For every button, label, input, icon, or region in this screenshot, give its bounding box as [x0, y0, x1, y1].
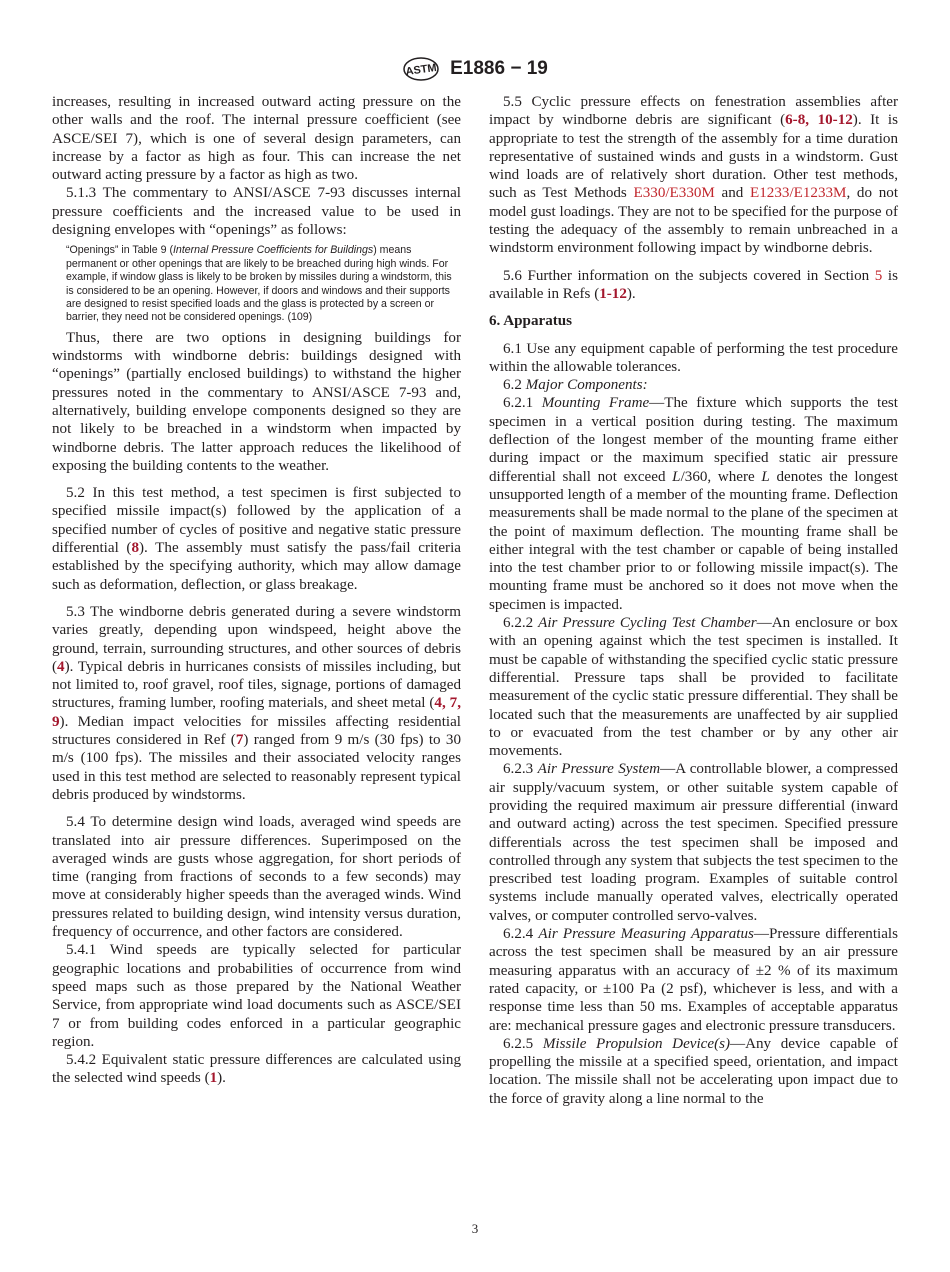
text-run: 5.4 To determine design wind loads, averaged wind speeds are translated into air pressure differences. Superimposed on the averaged winds are gusts whose aggregation, for short periods of time (ranging from fractions of seconds to a few seconds) may move at considerably higher speeds than the averaged winds. Wind pressures related to building design, wind intensity versus duration, frequency of occurrence, and other factors are considered.: [52, 814, 461, 941]
text-run: 5.4.2 Equivalent static pressure differences are calculated using the selected wind speeds (: [52, 1052, 461, 1087]
text-run: Missile Propulsion Device(s): [542, 1035, 730, 1052]
text-run: ) means permanent or other openings that are likely to be breached during high winds. For example, if window glass is likely to be broken by missiles during a windstorm, this is considered to be an opening. However, if doors and windows and their supports are designed to resist specified loads and the glass is protected by a screen or barrier, they need not be considered openings. (109): [66, 244, 452, 324]
paragraph: [52, 184, 461, 239]
reference-link[interactable]: 7: [235, 732, 244, 749]
block-quote: [66, 244, 461, 324]
paragraph: [52, 93, 461, 184]
text-run: ). Typical debris in hurricanes consists of missiles including, but not limited to, roof gravel, roof tiles, signage, portions of damaged structures, framing lumber, roofing materials, and sheet metal (: [52, 658, 461, 712]
text-run: ) ranged from 9 m/s (30 fps) to 30 m/s (100 fps). The missiles and their associated velocity ranges used in this test method are selected to reasonably represent typical debris produced by windstorms.: [52, 732, 461, 803]
right-column: [489, 93, 898, 1108]
reference-link[interactable]: 6-8, 10-12: [785, 112, 853, 129]
text-run: —A controllable blower, a compressed air supply/vacuum system, or other suitable system capable of providing the required maximum air pressure differential (inward and outward acting) across the test specimen. Specified pressure differentials across the test specimen shall be imposed and controlled through any system that subjects the test specimen to the prescribed test loading program. Examples of suitable control systems include manually operated valves, electrically operated valves, or computer controlled servo-valves.: [489, 761, 899, 924]
text-run: 6.2.3: [503, 761, 538, 778]
paragraph: [52, 941, 461, 1051]
text-run: Air Pressure Measuring Apparatus: [538, 926, 754, 943]
text-run: ). Median impact velocities for missiles affecting residential structures considered in Ref (: [52, 713, 461, 749]
text-run: ). It is appropriate to test the strength of the assembly for a time duration representative of sustained winds and gusts in a windstorm. Gust wind loads are of relatively short duration. Other test methods, such as Test Methods: [489, 112, 898, 202]
text-run: denotes the longest unsupported length of a member of the mounting frame. Deflection measurements shall be made normal to the plane of the specimen at the point of maximum deflection. The mounting frame shall be either integral with the test chamber or capable of being installed into the test chamber prior to or following missile impact(s). The mounting frame must be anchored so it does not move when the specimen is impacted.: [489, 468, 899, 613]
text-run: Air Pressure Cycling Test Chamber: [538, 615, 757, 632]
reference-link[interactable]: 8: [131, 540, 139, 557]
text-run: 6.2.4: [503, 926, 539, 943]
svg-text:ASTM: ASTM: [404, 61, 438, 79]
astm-logo-icon: [402, 56, 440, 82]
reference-link[interactable]: 1: [209, 1070, 218, 1087]
text-run: 5.3 The windborne debris generated during a severe windstorm varies greatly, depending upon windspeed, height above the ground, terrain, surrounding structures, and other sources of debris (: [52, 603, 461, 675]
paragraph: [489, 614, 898, 760]
text-run: ). The assembly must satisfy the pass/fail criteria established by the specifying authority, which may allow damage such as deformation, deflection, or glass breakage.: [52, 540, 461, 593]
paragraph: [52, 484, 461, 594]
text-run: Internal Pressure Coefficients for Buildings: [172, 244, 374, 257]
reference-link[interactable]: 4, 7, 9: [52, 695, 461, 730]
text-run: Major Components:: [525, 377, 648, 394]
paragraph: [52, 603, 461, 804]
reference-link[interactable]: 4: [57, 658, 65, 675]
text-run: 5.5 Cyclic pressure effects on fenestration assemblies after impact by windborne debris are significant (: [489, 94, 898, 129]
paragraph: [489, 340, 898, 377]
reference-link[interactable]: 1-12: [599, 285, 627, 302]
text-run: —Any device capable of propelling the missile at a specified speed, orientation, and impact location. The missile shall not be accelerating upon impact due to the force of gravity along a line normal to the: [489, 1035, 898, 1107]
paragraph: [489, 394, 898, 614]
text-run: 6.2: [503, 377, 526, 394]
standard-link[interactable]: E330/E330M: [633, 185, 715, 202]
text-run: Air Pressure System: [537, 761, 661, 778]
text-run: /360, where: [680, 468, 762, 485]
text-run: Thus, there are two options in designing buildings for windstorms with windborne debris: buildings designed with “openings” (partially enclosed buildings) to withstand the higher pressures noted in the commentary to ANSI/ASCE 7-93 and, alternatively, building envelope components designed so they are not likely to be breached in a windstorm when impacted by windborne debris. The latter approach reduces the likelihood of exposing the building contents to the weather.: [52, 329, 461, 474]
text-run: 6.2.5: [503, 1035, 543, 1052]
paragraph: [489, 376, 898, 394]
standard-link[interactable]: E1233/E1233M: [750, 185, 847, 202]
text-run: 5.4.1 Wind speeds are typically selected for particular geographic locations and probabilities of occurrence from wind speed maps such as those prepared by the National Weather Service, from appropriate wind load documents such as ASCE/SEI 7 or from building codes enforced in a particular geographic region.: [52, 942, 461, 1050]
text-run: 5.6 Further information on the subjects covered in Section: [503, 267, 875, 284]
left-column: [52, 93, 461, 1088]
text-run: 6.1 Use any equipment capable of performing the test procedure within the allowable tolerances.: [489, 340, 898, 375]
text-run: L: [672, 468, 681, 485]
standard-link[interactable]: 5: [874, 267, 883, 284]
text-run: 5.1.3 The commentary to ANSI/ASCE 7-93 discusses internal pressure coefficients and the increased value to be used in designing envelopes with “openings” as follows:: [52, 185, 461, 239]
text-run: 6.2.1: [503, 395, 542, 412]
paragraph: [489, 925, 898, 1035]
text-run: , do not model gust loadings. They are not to be specified for the purpose of testing the adequacy of the assembly to remain unbreached in a windstorm environment following impact by windborne debris.: [489, 185, 899, 257]
text-run: 6. Apparatus: [489, 313, 573, 330]
text-run: Mounting Frame: [541, 395, 650, 412]
section-heading: [489, 312, 898, 330]
paragraph: [52, 813, 461, 941]
paragraph: [489, 1035, 898, 1108]
text-run: L: [761, 468, 770, 485]
document-id: E1886 − 19: [450, 58, 548, 79]
text-run: “Openings” in Table 9 (: [66, 244, 173, 257]
text-run: and: [714, 185, 751, 202]
text-run: ).: [217, 1070, 226, 1087]
text-run: 5.2 In this test method, a test specimen is first subjected to specified missile impact(s) followed by the application of a specified number of cycles of positive and negative static pressure differential (: [52, 485, 461, 557]
page-header: [0, 56, 950, 82]
text-run: —The fixture which supports the test specimen in a vertical position during testing. The maximum deflection of the longest member of the mounting frame either during impact or the maximum specified static air pressure differential shall not exceed: [489, 395, 898, 485]
page-number: 3: [471, 1221, 479, 1236]
text-run: increases, resulting in increased outward acting pressure on the other walls and the roof. The internal pressure coefficient (see ASCE/SEI 7), which is one of several design parameters, can increase by a factor as high as four. This can increase the net outward acting pressure by a factor as high as two.: [52, 94, 461, 184]
paragraph: [489, 760, 898, 925]
paragraph: [489, 93, 898, 258]
text-run: 6.2.2: [503, 615, 539, 632]
paragraph: [52, 1051, 461, 1088]
text-run: ).: [626, 285, 636, 302]
paragraph: [52, 329, 461, 475]
text-run: is available in Refs (: [489, 267, 898, 302]
paragraph: [489, 267, 898, 304]
text-run: —An enclosure or box with an opening against which the test specimen is installed. It must be capable of withstanding the specified cyclic static pressure differential. Pressure taps shall be provided to facilitate measurement of the cyclic static pressure differential. They shall be located such that the measurements are unaffected by air supplied to or evacuated from the test chamber or by any other air movements.: [489, 615, 898, 760]
text-run: —Pressure differentials across the test specimen shall be measured by an air pressure measuring apparatus with an accuracy of ±2 % of its maximum rated capacity, or ±100 Pa (2 psf), whichever is less, and with a response time less than 50 ms. Examples of acceptable apparatus are: mechanical pressure gages and electronic pressure transducers.: [489, 926, 898, 1034]
